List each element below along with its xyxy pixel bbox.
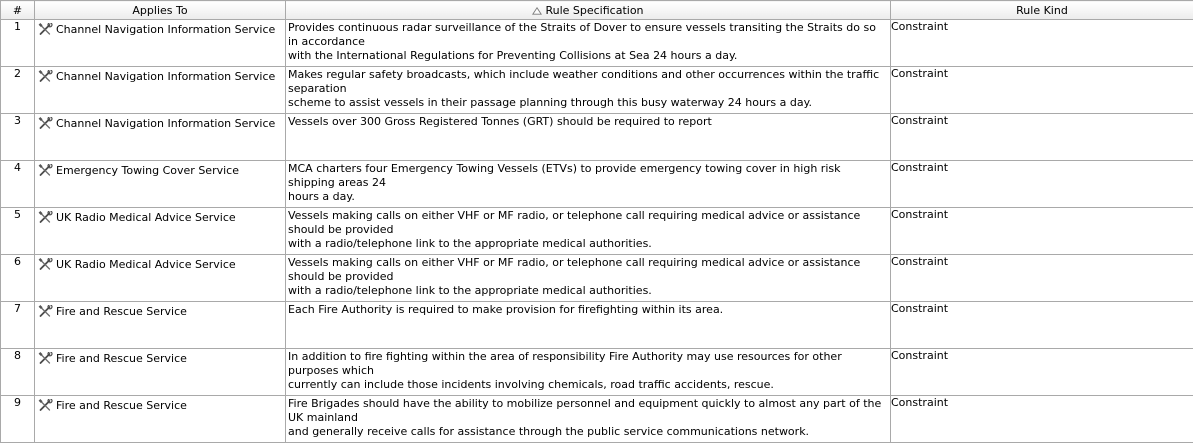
rule-kind-cell[interactable] bbox=[891, 67, 1193, 114]
applies-to-text: Channel Navigation Information Service bbox=[56, 117, 276, 130]
rule-specification-cell[interactable] bbox=[286, 67, 891, 114]
table-row[interactable] bbox=[1, 114, 1193, 161]
column-header-rule-kind[interactable] bbox=[891, 1, 1193, 20]
rule-specification-line-2: currently can include those incidents involving chemicals, road traffic accidents, rescue. bbox=[288, 378, 774, 391]
rule-specification-line-1: Provides continuous radar surveillance of the Straits of Dover to ensure vessels transiting the Straits do so in accordance bbox=[288, 21, 876, 48]
applies-to-cell[interactable] bbox=[35, 161, 286, 208]
applies-to-cell[interactable] bbox=[35, 396, 286, 443]
rule-specification-line-2: with a radio/telephone link to the appropriate medical authorities. bbox=[288, 284, 652, 297]
table-row[interactable] bbox=[1, 208, 1193, 255]
rule-kind-text: Constraint bbox=[891, 255, 949, 268]
applies-to-text: UK Radio Medical Advice Service bbox=[56, 258, 236, 271]
wrench-screwdriver-icon bbox=[38, 399, 53, 412]
rule-specification-line-1: Vessels making calls on either VHF or MF radio, or telephone call requiring medical advice or assistance should be provided bbox=[288, 209, 861, 236]
rule-kind-cell[interactable] bbox=[891, 396, 1193, 443]
rule-specification-line-2: with a radio/telephone link to the appropriate medical authorities. bbox=[288, 237, 652, 250]
row-number: 1 bbox=[14, 20, 21, 33]
column-header-rule-specification-label: Rule Specification bbox=[545, 3, 644, 17]
applies-to-cell[interactable] bbox=[35, 208, 286, 255]
wrench-screwdriver-icon bbox=[38, 211, 53, 224]
sort-ascending-icon bbox=[532, 7, 542, 15]
table-row[interactable] bbox=[1, 302, 1193, 349]
rule-specification-cell[interactable] bbox=[286, 396, 891, 443]
rule-specification-line-2: with the International Regulations for Preventing Collisions at Sea 24 hours a day. bbox=[288, 49, 738, 62]
rule-kind-text: Constraint bbox=[891, 208, 949, 221]
wrench-screwdriver-icon bbox=[38, 305, 53, 318]
row-number: 2 bbox=[14, 67, 21, 80]
row-number: 4 bbox=[14, 161, 21, 174]
row-number-cell bbox=[1, 161, 35, 208]
applies-to-text: Fire and Rescue Service bbox=[56, 352, 187, 365]
applies-to-cell[interactable] bbox=[35, 255, 286, 302]
row-number-cell bbox=[1, 302, 35, 349]
rule-kind-text: Constraint bbox=[891, 161, 949, 174]
column-header-applies-to-label: Applies To bbox=[132, 3, 188, 17]
rule-kind-text: Constraint bbox=[891, 396, 949, 409]
applies-to-text: UK Radio Medical Advice Service bbox=[56, 211, 236, 224]
rule-specification-cell[interactable] bbox=[286, 161, 891, 208]
row-number: 3 bbox=[14, 114, 21, 127]
row-number-cell bbox=[1, 396, 35, 443]
rule-specification-cell[interactable] bbox=[286, 208, 891, 255]
applies-to-text: Channel Navigation Information Service bbox=[56, 23, 276, 36]
rule-specification-cell[interactable] bbox=[286, 302, 891, 349]
wrench-screwdriver-icon bbox=[38, 117, 53, 130]
rule-kind-cell[interactable] bbox=[891, 302, 1193, 349]
row-number-cell bbox=[1, 255, 35, 302]
column-header-num[interactable] bbox=[1, 1, 35, 20]
rule-kind-cell[interactable] bbox=[891, 208, 1193, 255]
rule-kind-cell[interactable] bbox=[891, 20, 1193, 67]
applies-to-text: Emergency Towing Cover Service bbox=[56, 164, 239, 177]
rule-kind-text: Constraint bbox=[891, 349, 949, 362]
rule-specification-cell[interactable] bbox=[286, 114, 891, 161]
rule-kind-cell[interactable] bbox=[891, 161, 1193, 208]
rule-specification-line-2: hours a day. bbox=[288, 190, 355, 203]
rule-specification-line-1: Each Fire Authority is required to make provision for firefighting within its area. bbox=[288, 303, 724, 316]
rule-kind-cell[interactable] bbox=[891, 255, 1193, 302]
row-number: 7 bbox=[14, 302, 21, 315]
wrench-screwdriver-icon bbox=[38, 352, 53, 365]
column-header-rule-kind-label: Rule Kind bbox=[1016, 3, 1068, 17]
rule-specification-line-1: Vessels over 300 Gross Registered Tonnes (GRT) should be required to report bbox=[288, 115, 712, 128]
rule-specification-line-1: Vessels making calls on either VHF or MF radio, or telephone call requiring medical advice or assistance should be provided bbox=[288, 256, 861, 283]
rule-specification-line-2: scheme to assist vessels in their passage planning through this busy waterway 24 hours a day. bbox=[288, 96, 813, 109]
rule-kind-text: Constraint bbox=[891, 20, 949, 33]
applies-to-cell[interactable] bbox=[35, 67, 286, 114]
row-number-cell bbox=[1, 349, 35, 396]
applies-to-text: Channel Navigation Information Service bbox=[56, 70, 276, 83]
rule-kind-text: Constraint bbox=[891, 114, 949, 127]
applies-to-cell[interactable] bbox=[35, 349, 286, 396]
table-row[interactable] bbox=[1, 349, 1193, 396]
wrench-screwdriver-icon bbox=[38, 23, 53, 36]
row-number: 8 bbox=[14, 349, 21, 362]
table-row[interactable] bbox=[1, 67, 1193, 114]
applies-to-text: Fire and Rescue Service bbox=[56, 305, 187, 318]
rule-specification-cell[interactable] bbox=[286, 349, 891, 396]
rule-kind-text: Constraint bbox=[891, 67, 949, 80]
wrench-screwdriver-icon bbox=[38, 258, 53, 271]
row-number-cell bbox=[1, 67, 35, 114]
applies-to-cell[interactable] bbox=[35, 20, 286, 67]
table-row[interactable] bbox=[1, 20, 1193, 67]
header-row bbox=[1, 1, 1193, 20]
rule-specification-line-1: In addition to fire fighting within the area of responsibility Fire Authority may use resources for other purposes which bbox=[288, 350, 842, 377]
rule-specification-line-2: and generally receive calls for assistance through the public service communications network. bbox=[288, 425, 810, 438]
rule-kind-cell[interactable] bbox=[891, 349, 1193, 396]
column-header-applies-to[interactable] bbox=[35, 1, 286, 20]
row-number-cell bbox=[1, 208, 35, 255]
table-row[interactable] bbox=[1, 396, 1193, 443]
applies-to-cell[interactable] bbox=[35, 302, 286, 349]
wrench-screwdriver-icon bbox=[38, 164, 53, 177]
table-row[interactable] bbox=[1, 161, 1193, 208]
rule-specification-cell[interactable] bbox=[286, 20, 891, 67]
rule-specification-line-1: Fire Brigades should have the ability to mobilize personnel and equipment quickly to almost any part of the UK mainland bbox=[288, 397, 882, 424]
applies-to-cell[interactable] bbox=[35, 114, 286, 161]
row-number-cell bbox=[1, 114, 35, 161]
column-header-rule-specification[interactable] bbox=[286, 1, 891, 20]
row-number: 9 bbox=[14, 396, 21, 409]
row-number: 5 bbox=[14, 208, 21, 221]
table-row[interactable] bbox=[1, 255, 1193, 302]
rule-kind-cell[interactable] bbox=[891, 114, 1193, 161]
column-header-num-label: # bbox=[12, 3, 23, 17]
rule-specification-line-1: Makes regular safety broadcasts, which include weather conditions and other occurrences within the traffic separation bbox=[288, 68, 880, 95]
row-number: 6 bbox=[14, 255, 21, 268]
wrench-screwdriver-icon bbox=[38, 70, 53, 83]
applies-to-text: Fire and Rescue Service bbox=[56, 399, 187, 412]
rule-specification-cell[interactable] bbox=[286, 255, 891, 302]
rule-specification-line-1: MCA charters four Emergency Towing Vessels (ETVs) to provide emergency towing cover in high risk shipping areas 24 bbox=[288, 162, 841, 189]
row-number-cell bbox=[1, 20, 35, 67]
rule-kind-text: Constraint bbox=[891, 302, 949, 315]
